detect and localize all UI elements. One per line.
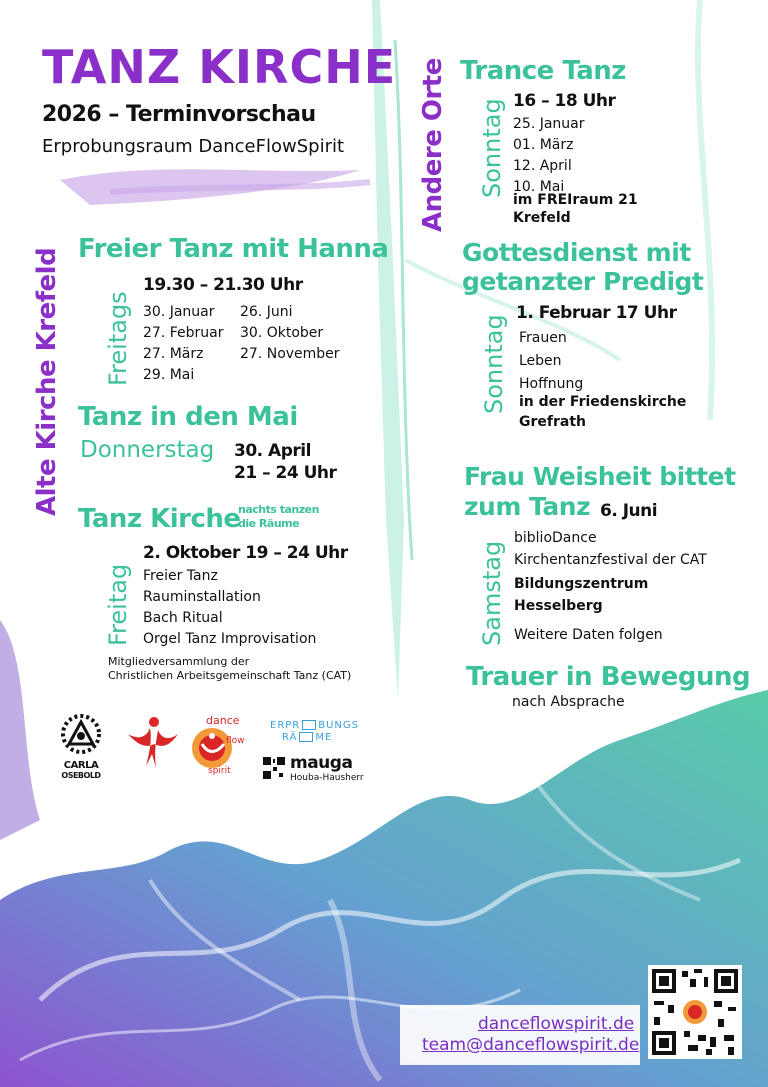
qr-code-icon: [648, 965, 742, 1059]
cat-note-line2: Christlichen Arbeitsgemeinschaft Tanz (CAT): [108, 669, 352, 682]
flow-word: flow: [226, 736, 245, 746]
list-item: 30. Oktober: [240, 325, 324, 341]
email-link[interactable]: team@danceflowspirit.de: [422, 1035, 640, 1055]
title-note-line1: nachts tanzen: [238, 503, 319, 516]
topics-gottesdienst: [519, 327, 583, 396]
frau-weisheit-line2: Kirchentanzfestival der CAT: [514, 552, 707, 568]
section-title-gottesdienst-line1: Gottesdienst mit: [462, 238, 691, 267]
time-freier-tanz: 19.30 – 21.30 Uhr: [143, 275, 303, 295]
day-label-sonntag-gottesdienst: Sonntag: [480, 314, 508, 414]
place-gottesdienst-line2: Grefrath: [519, 414, 586, 430]
time-tanz-in-den-mai: 21 – 24 Uhr: [234, 463, 337, 483]
red-dancer-logo: [124, 714, 180, 778]
place-frau-weisheit-line1: Bildungszentrum: [514, 576, 649, 592]
website-link[interactable]: danceflowspirit.de: [478, 1014, 635, 1034]
date-frau-weisheit: 6. Juni: [600, 501, 658, 521]
section-title-trance-tanz: Trance Tanz: [460, 56, 626, 86]
date-tanz-in-den-mai: 30. April: [234, 441, 311, 461]
section-title-tanz-kirche: Tanz Kirche: [78, 504, 241, 534]
datetime-gottesdienst: 1. Februar 17 Uhr: [516, 303, 677, 323]
place-trance-line2: Krefeld: [513, 210, 571, 226]
qr-mini-icon: [262, 756, 286, 780]
list-item: Bach Ritual: [143, 610, 223, 626]
osebold-text: OSEBOLD: [61, 771, 101, 780]
section-title-frau-weisheit-line2: zum Tanz: [464, 492, 591, 521]
list-item: 27. Februar: [143, 325, 224, 341]
place-frau-weisheit-line2: Hesselberg: [514, 598, 603, 614]
section-title-frau-weisheit-line1: Frau Weisheit bittet: [464, 462, 736, 491]
dates-list-col2: [240, 302, 340, 365]
title-note-line2: die Räume: [238, 517, 300, 530]
day-label-samstag: Samstag: [478, 540, 506, 646]
time-trance-tanz: 16 – 18 Uhr: [513, 91, 616, 111]
poster-subtitle: 2026 – Terminvorschau: [42, 102, 316, 127]
list-item: 26. Juni: [240, 304, 293, 320]
more-dates-note: Weitere Daten folgen: [514, 627, 663, 643]
list-item: 30. Januar: [143, 304, 215, 320]
section-title-tanz-in-den-mai: Tanz in den Mai: [78, 402, 298, 432]
carla-osebold-logo: [56, 712, 106, 782]
section-title-gottesdienst-line2: getanzter Predigt: [462, 267, 704, 296]
cat-note-line1: Mitgliedversammlung der: [108, 655, 250, 668]
mauga-sub-text: Houba-Hausherr: [290, 773, 364, 783]
list-item: Hoffnung: [519, 376, 584, 392]
vertical-label-alte-kirche: Alte Kirche Krefeld: [32, 247, 62, 516]
erprobungs-line1: ERPR BUNGS: [270, 720, 360, 731]
list-item: 27. November: [240, 346, 340, 362]
spirit-word: spirit: [208, 766, 231, 776]
bracket-icon: [299, 732, 313, 742]
section-title-freier-tanz: Freier Tanz mit Hanna: [78, 234, 389, 264]
list-item: 01. März: [513, 137, 574, 153]
day-label-donnerstag: Donnerstag: [80, 437, 215, 463]
list-item: Rauminstallation: [143, 589, 261, 605]
vertical-label-andere-orte: Andere Orte: [418, 58, 448, 232]
list-item: 10. Mai: [513, 179, 565, 195]
bracket-icon: [302, 720, 316, 730]
qr-code[interactable]: [648, 965, 742, 1059]
section-title-trauer: Trauer in Bewegung: [466, 662, 751, 692]
dates-list-col1: [143, 302, 223, 386]
frau-weisheit-line1: biblioDance: [514, 530, 597, 546]
trauer-note: nach Absprache: [512, 694, 625, 710]
list-item: Orgel Tanz Improvisation: [143, 631, 317, 647]
list-item: 29. Mai: [143, 367, 195, 383]
list-item: Freier Tanz: [143, 568, 218, 584]
list-item: 12. April: [513, 158, 572, 174]
place-trance-line1: im FREIraum 21: [513, 192, 638, 208]
day-label-sonntag-trance: Sonntag: [478, 98, 506, 198]
list-item: 27. März: [143, 346, 204, 362]
danceflowspirit-logo: [186, 714, 246, 778]
list-item: Frauen: [519, 330, 567, 346]
poster-tagline: Erprobungsraum DanceFlowSpirit: [42, 136, 345, 157]
day-label-freitag: Freitag: [104, 563, 132, 646]
erprobungs-line2: RÄ ME: [282, 732, 333, 743]
day-label-freitags: Freitags: [104, 291, 132, 386]
program-list: [143, 566, 316, 650]
poster-title: TANZ KIRCHE: [42, 40, 397, 94]
dates-trance-tanz: [513, 114, 585, 198]
erprobungsraeume-logo: [270, 720, 364, 744]
datetime-tanz-kirche: 2. Oktober 19 – 24 Uhr: [143, 543, 348, 563]
list-item: Leben: [519, 353, 562, 369]
carla-osebold-icon: [56, 712, 106, 756]
mauga-text: mauga: [290, 753, 353, 773]
list-item: 25. Januar: [513, 116, 585, 132]
carla-text: CARLA: [63, 760, 99, 771]
red-dancer-icon: [124, 714, 180, 774]
mauga-logo: [262, 754, 372, 784]
place-gottesdienst-line1: in der Friedenskirche: [519, 394, 687, 410]
dance-word: dance: [206, 714, 240, 727]
